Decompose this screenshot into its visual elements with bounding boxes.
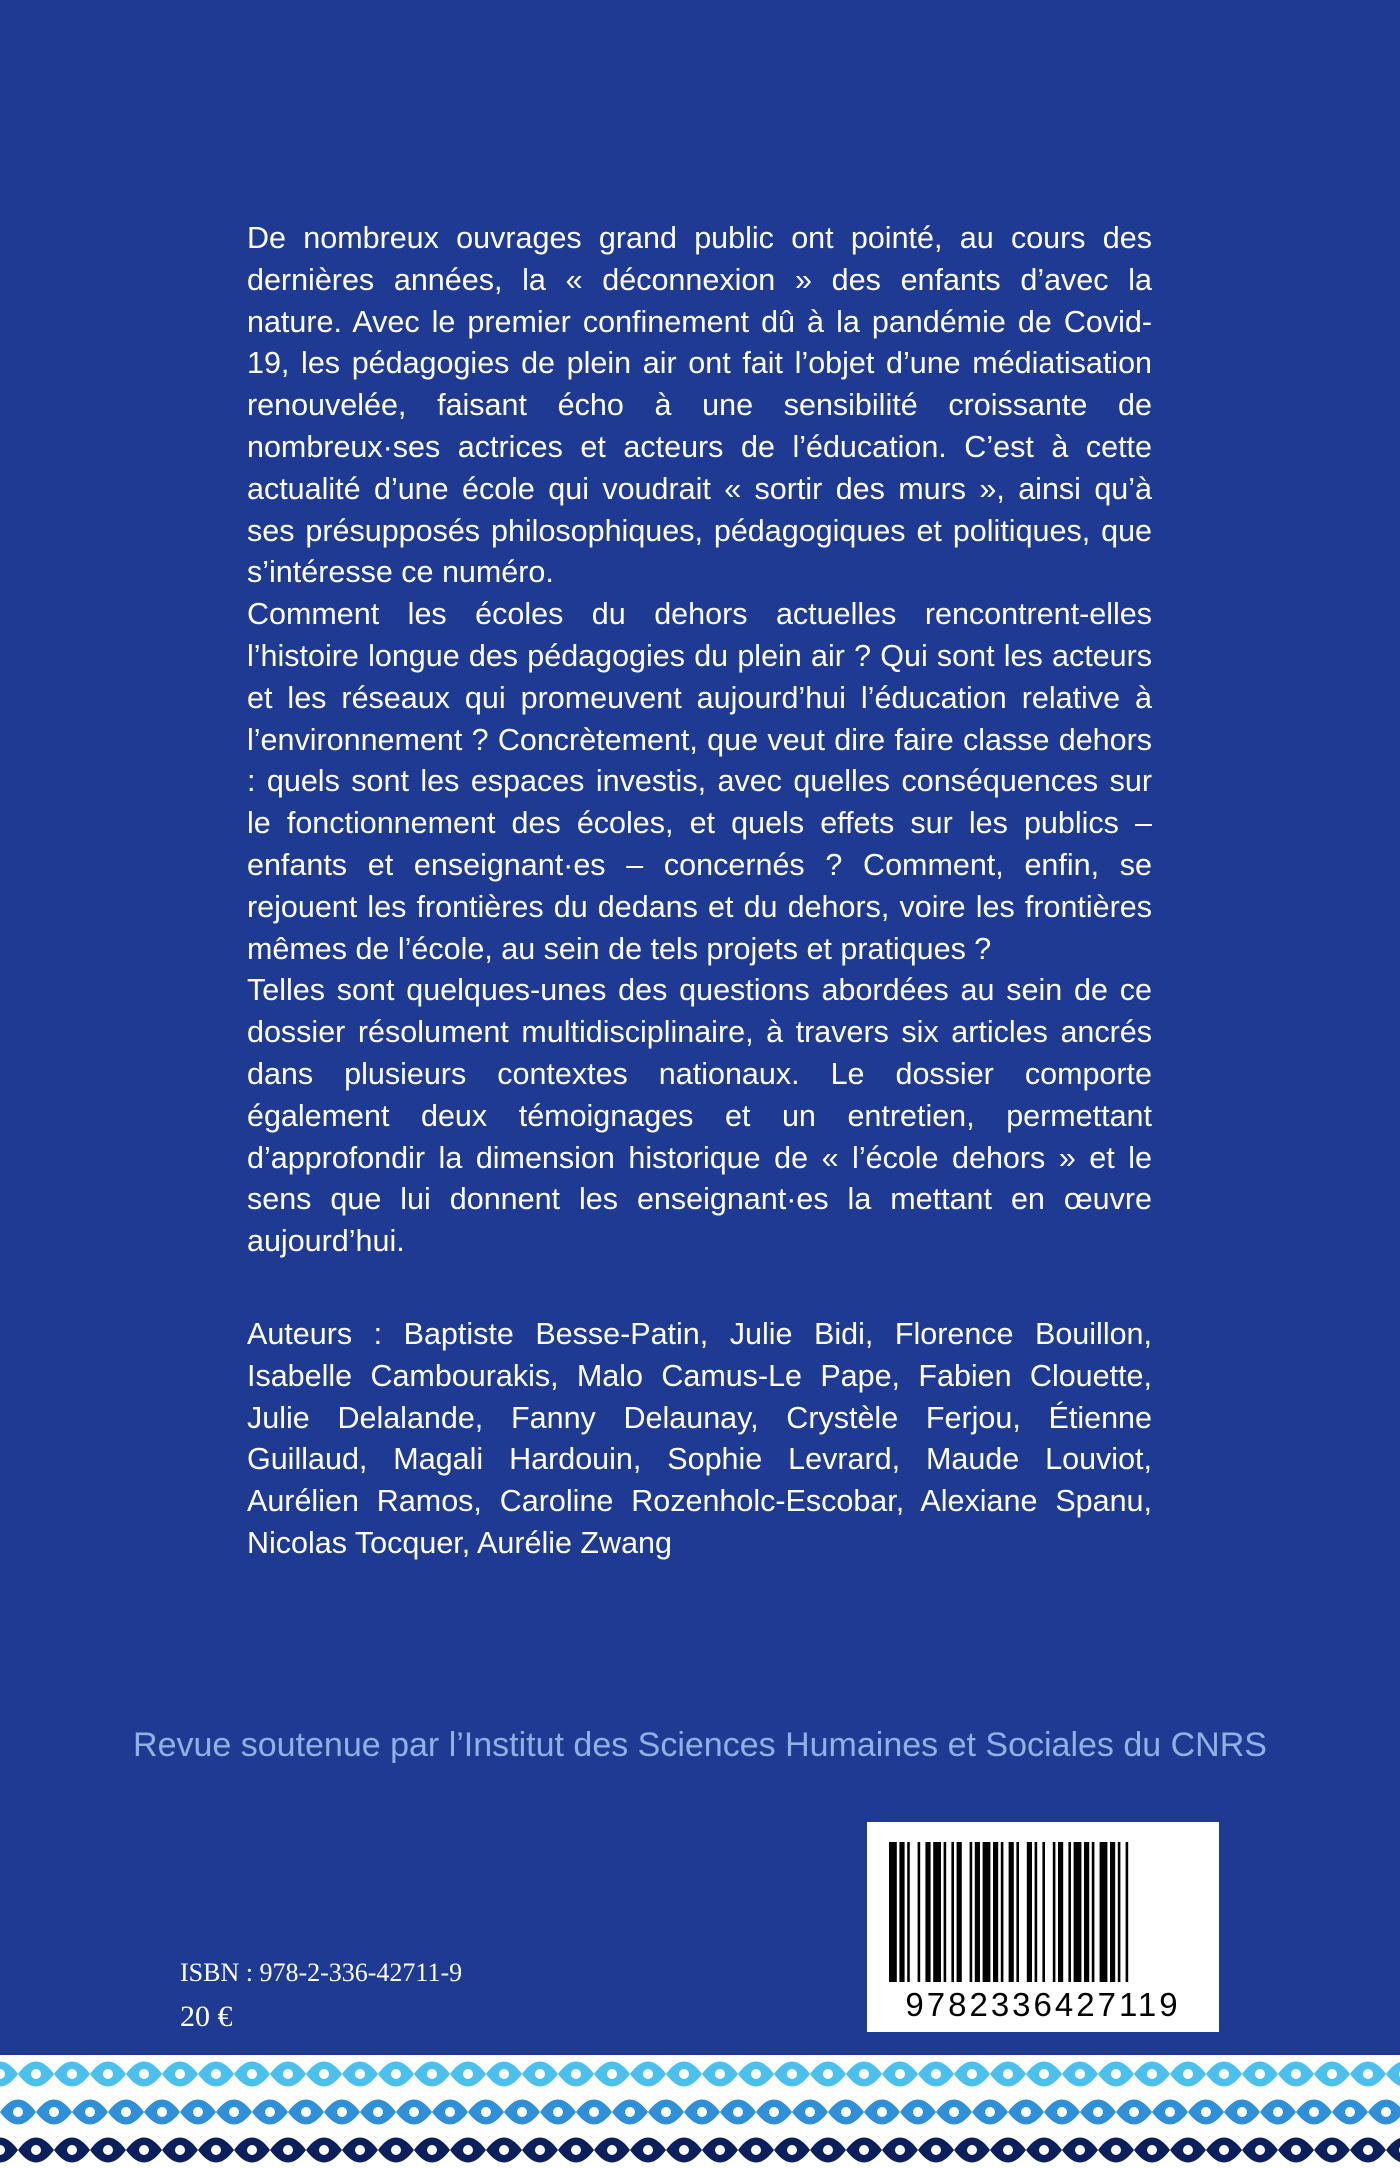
blurb-paragraph-3: Telles sont quelques-unes des questions abordées au sein de ce dossier résolument multidisciplinaire, à travers six articles ancrés dans plusieurs contextes nationaux. Le dossier comporte également deux témoignages et un entretien, permettant d’approfondir la dimension historique de « l’école dehors » et le sens que lui donnent les enseignant·es la mettant en œuvre aujourd’hui. (247, 973, 1152, 1259)
decorative-pattern-band (0, 2055, 1400, 2168)
support-notice: Revue soutenue par l’Institut des Sciences Humaines et Sociales du CNRS (133, 1726, 1267, 1764)
blurb-paragraph-1: De nombreux ouvrages grand public ont pointé, au cours des dernières années, la « déconnexion » des enfants d’avec la nature. Avec le premier confinement dû à la pandémie de Covid-19, les pédagogies de plein air ont fait l’objet d’une médiatisation renouvelée, faisant écho à une sensibilité croissante de nombreux·ses actrices et acteurs de l’éducation. C’est à cette actualité d’une école qui voudrait « sortir des murs », ainsi qu’à ses présupposés philosophiques, pédagogiques et politiques, que s’intéresse ce numéro. (247, 221, 1152, 590)
barcode-bars (867, 1822, 1219, 1992)
blurb-text (247, 218, 1152, 1263)
authors-list: Auteurs : Baptiste Besse-Patin, Julie Bidi, Florence Bouillon, Isabelle Cambourakis, Malo Camus-Le Pape, Fabien Clouette, Julie Delalande, Fanny Delaunay, Crystèle Ferjou, Étienne Guillaud, Magali Hardouin, Sophie Levrard, Maude Louviot, Aurélien Ramos, Caroline Rozenholc-Escobar, Alexiane Spanu, Nicolas Tocquer, Aurélie Zwang (247, 1317, 1152, 1560)
blurb-paragraph-2: Comment les écoles du dehors actuelles rencontrent-elles l’histoire longue des pédagogies du plein air ? Qui sont les acteurs et les réseaux qui promeuvent aujourd’hui l’éducation relative à l’environnement ? Concrètement, que veut dire faire classe dehors : quels sont les espaces investis, avec quelles conséquences sur le fonctionnement des écoles, et quels effets sur les publics – enfants et enseignant·es – concernés ? Comment, enfin, se rejouent les frontières du dedans et du dehors, voire les frontières mêmes de l’école, au sein de tels projets et pratiques ? (247, 597, 1152, 966)
isbn-label: ISBN : 978-2-336-42711-9 (180, 1958, 463, 1987)
barcode (867, 1822, 1219, 2032)
price-label: 20 € (180, 2000, 233, 2033)
barcode-digits: 9782336427119 (905, 1986, 1181, 2023)
